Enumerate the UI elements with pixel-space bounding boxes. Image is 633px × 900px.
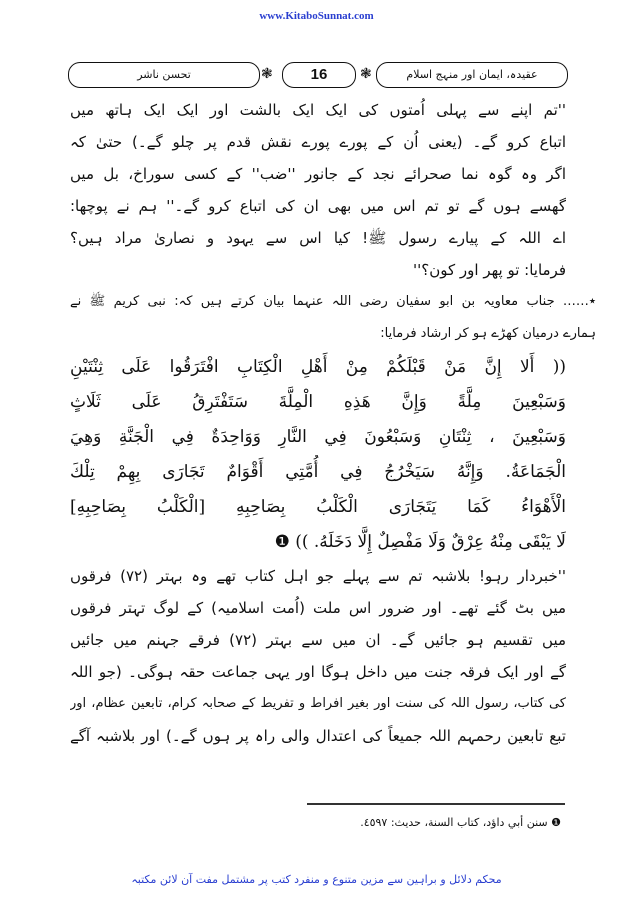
header-right-title: عقیدہ، ایمان اور منہج اسلام [376, 62, 568, 88]
translation-line: ''خبردار رہو! بلاشبہ تم سے پہلے جو اہل کتاب تھے وہ بہتر (۷۲) فرقوں [70, 567, 566, 585]
text-line: ہمارے درمیان کھڑے ہو کر ارشاد فرمایا: [380, 326, 596, 341]
translation-line: میں تقسیم ہو جائیں گے۔ ان میں سے بہتر (۷۲) فرقے جہنم میں جائیں [70, 631, 566, 649]
arabic-hadith-line: وَسَبْعِينَ ، ثِنْتَانِ وَسَبْعُونَ فِي النَّارِ وَوَاحِدَةٌ فِي الْجَنَّةِ وَهِيَ [70, 427, 566, 447]
arabic-hadith-line: لَا يَبْقَى مِنْهُ عِرْقٌ وَلَا مَفْصِلٌ إِلَّا دَخَلَهُ. )) ❶ [274, 532, 566, 552]
translation-line: کی کتاب، رسول اللہ کی سنت اور بغیر افراط و تفریط کے صحابہ کرام، تابعین عظام، اور [70, 696, 566, 711]
arabic-hadith-line: الْجَمَاعَةُ. وَإِنَّهُ سَيَخْرُجُ فِي أُمَّتِي أَقْوَامٌ تَجَارَى بِهِمْ تِلْكَ [70, 462, 566, 482]
text-line: فرمایا: تو پھر اور کون؟'' [413, 261, 566, 279]
arabic-hadith-line: الْأَهْوَاءُ كَمَا يَتَجَارَى الْكَلْبُ بِصَاحِبِهِ [الْكَلْبُ بِصَاحِبِهِ] [70, 497, 566, 517]
text-line: گھسے ہوں گے تو تم اس میں بھی ان کی اتباع کرو گے۔'' ہم نے پوچھا: [70, 197, 566, 215]
text-line: ٭…… جناب معاویہ بن ابو سفیان رضی اللہ عنہما بیان کرتے ہیں کہ: نبی کریم ﷺ نے [70, 294, 596, 309]
arabic-hadith-line: (( أَلا إِنَّ مَنْ قَبْلَكُمْ مِنْ أَهْلِ الْكِتَابِ افْتَرَقُوا عَلَى ثِنْتَيْنِ [70, 357, 566, 377]
header-left-title: تحسن ناشر [68, 62, 260, 88]
site-url[interactable]: www.KitaboSunnat.com [259, 10, 374, 22]
page-number: 16 [282, 62, 356, 88]
text-line: اتباع کرو گے۔ (یعنی اُن کے پورے پورے نقش قدم پر چلو گے۔) حتیٰ کہ [70, 133, 566, 151]
footnote-divider [307, 803, 565, 805]
translation-line: میں بٹ گئے تھے۔ اور ضرور اس ملت (اُمت اسلامیہ) کے لوگ تہتر فرقوں [70, 599, 566, 617]
footnote: ❶ سنن أبي داؤد، كتاب السنة، حديث: ٤٥٩٧. [360, 816, 561, 829]
text-line: ''تم اپنے سے پہلی اُمتوں کی ایک ایک بالشت اور ایک ایک ہاتھ میں [70, 101, 566, 119]
page-body [70, 94, 596, 752]
translation-line: گے اور ایک فرقہ جنت میں داخل ہوگا اور یہی جماعت حقہ ہوگی۔ (جو اللہ [70, 663, 566, 681]
footer-text: محکم دلائل و براہین سے مزین متنوع و منفرد کتب پر مشتمل مفت آن لائن مکتبہ [131, 873, 502, 886]
ornament-icon: ❃ [261, 66, 273, 82]
page-header [68, 62, 568, 88]
translation-line: تبع تابعین رحمہم اللہ جمیعاً کی اعتدال والی راہ پر ہوں گے۔) اور بلاشبہ آگے [70, 727, 566, 745]
text-line: اگر وہ گوہ نما صحرائے نجد کے جانور ''ضب'' کے کسی سوراخ، بل میں [70, 165, 566, 183]
ornament-icon: ❃ [360, 66, 372, 82]
text-line: اے اللہ کے پیارے رسول ﷺ! کیا اس سے یہود و نصاریٰ مراد ہیں؟ [70, 229, 566, 247]
arabic-hadith-line: وَسَبْعِينَ مِلَّةً وَإِنَّ هَذِهِ الْمِلَّةَ سَتَفْتَرِقُ عَلَى ثَلَاثٍ [70, 392, 566, 412]
